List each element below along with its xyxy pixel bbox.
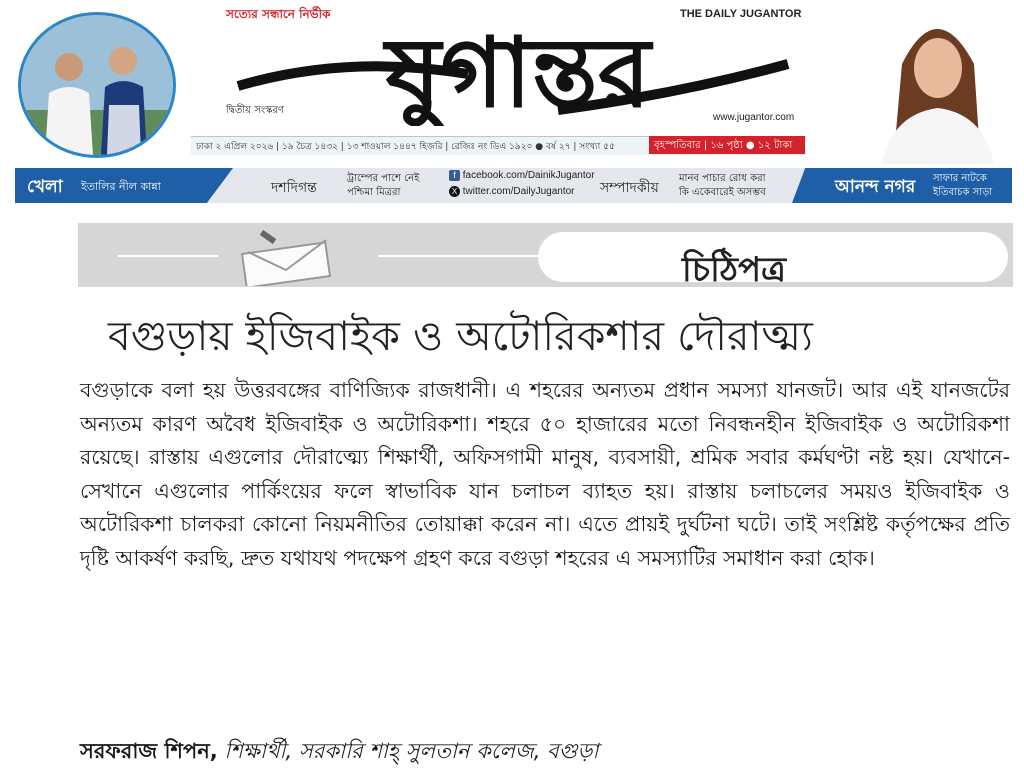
nav-anondo-teaser-2[interactable]: ইতিবাচক সাড়া bbox=[933, 187, 993, 198]
date-text: ঢাকা ২ এপ্রিল ২০২৬ | ১৯ চৈত্র ১৪৩২ | ১৩ শাওয়াল ১৪৪৭ হিজরি | রেজিঃ নং ডিএ ১৯২০ ● বর্ষ ২৭ | সংখ্যা ৫৫ bbox=[196, 142, 615, 152]
section-title: চিঠিপত্র bbox=[682, 250, 787, 290]
advertisement-photo bbox=[862, 4, 1012, 164]
facebook-icon: f bbox=[449, 170, 460, 181]
nav-doshdigonto-teaser-2[interactable]: পশ্চিমা মিত্ররা bbox=[347, 187, 401, 198]
day-text: বৃহস্পতিবার | ১৬ পৃষ্ঠা ● ১২ টাকা bbox=[654, 140, 793, 151]
nav-sompadokio[interactable]: সম্পাদকীয় bbox=[600, 180, 659, 196]
nav-doshdigonto[interactable]: দশদিগন্ত bbox=[271, 180, 317, 196]
x-twitter-icon: X bbox=[449, 186, 460, 197]
article-body bbox=[80, 374, 1010, 575]
nav-doshdigonto-teaser-1[interactable]: ট্রাম্পের পাশে নেই bbox=[347, 173, 420, 184]
newspaper-logo bbox=[228, 14, 808, 126]
tagline: সত্যের সন্ধানে নির্ভীক bbox=[226, 7, 331, 21]
article-headline: বগুড়ায় ইজিবাইক ও অটোরিকশার দৌরাত্ম্য bbox=[108, 312, 813, 360]
facebook-link[interactable] bbox=[449, 170, 595, 181]
envelope-icon bbox=[238, 230, 338, 286]
author-details: শিক্ষার্থী, সরকারি শাহ্ সুলতান কলেজ, বগুড়া bbox=[224, 739, 599, 763]
author-name: সরফরাজ শিপন, bbox=[80, 739, 218, 763]
nav-sompadokio-teaser-2[interactable]: কি একেবারেই অসম্ভব bbox=[679, 187, 766, 198]
nav-anondo-teaser-1[interactable]: সাফার নাটকে bbox=[933, 173, 987, 184]
nav-sompadokio-teaser-1[interactable]: মানব পাচার রোধ করা bbox=[679, 173, 766, 184]
section-nav bbox=[15, 168, 1012, 203]
nav-khela-teaser[interactable]: ইতালির নীল কান্না bbox=[81, 180, 161, 193]
nav-anondo[interactable]: আনন্দ নগর bbox=[835, 177, 916, 197]
sports-photo bbox=[18, 12, 176, 158]
website-url[interactable]: www.jugantor.com bbox=[713, 112, 795, 123]
article-signature bbox=[80, 735, 598, 770]
twitter-link[interactable] bbox=[449, 186, 575, 197]
facebook-text: facebook.com/DainikJugantor bbox=[462, 170, 595, 182]
nav-khela[interactable]: খেলা bbox=[27, 177, 63, 197]
logo-text: যুগান্তর bbox=[385, 17, 651, 126]
article-paragraph: বগুড়াকে বলা হয় উত্তরবঙ্গের বাণিজ্যিক রাজধানী। এ শহরের অন্যতম প্রধান সমস্যা যানজট। আর এই যানজটের অন্যতম কারণ অবৈধ ইজিবাইক ও অটোরিকশা। শহরে ৫০ হাজারের মতো নিবন্ধনহীন ইজিবাইক ও অটোরিকশা রয়েছে। রাস্তায় এগুলোর দৌরাত্ম্যে শিক্ষার্থী, অফিসগামী মানুষ, ব্যবসায়ী, শ্রমিক সবার কর্মঘণ্টা নষ্ট হয়। যেখানে-সেখানে এগুলোর পার্কিংয়ের ফলে স্বাভাবিক যান চলাচল ব্যাহত হয়। রাস্তায় চলাচলের সময়ও ইজিবাইক ও অটোরিকশা চালকরা কোনো নিয়মনীতির তোয়াক্কা করেন না। এতে প্রায়ই দুর্ঘটনা ঘটে। তাই সংশ্লিষ্ট কর্তৃপক্ষের প্রতি দৃষ্টি আকর্ষণ করছি, দ্রুত যথাযথ পদক্ষেপ গ্রহণ করে বগুড়া শহরের এ সমস্যাটির সমাধান করা হোক। bbox=[80, 378, 1010, 570]
english-name: THE DAILY JUGANTOR bbox=[680, 8, 802, 20]
twitter-text: twitter.com/DailyJugantor bbox=[462, 186, 575, 198]
edition-label: দ্বিতীয় সংস্করণ bbox=[226, 105, 284, 116]
